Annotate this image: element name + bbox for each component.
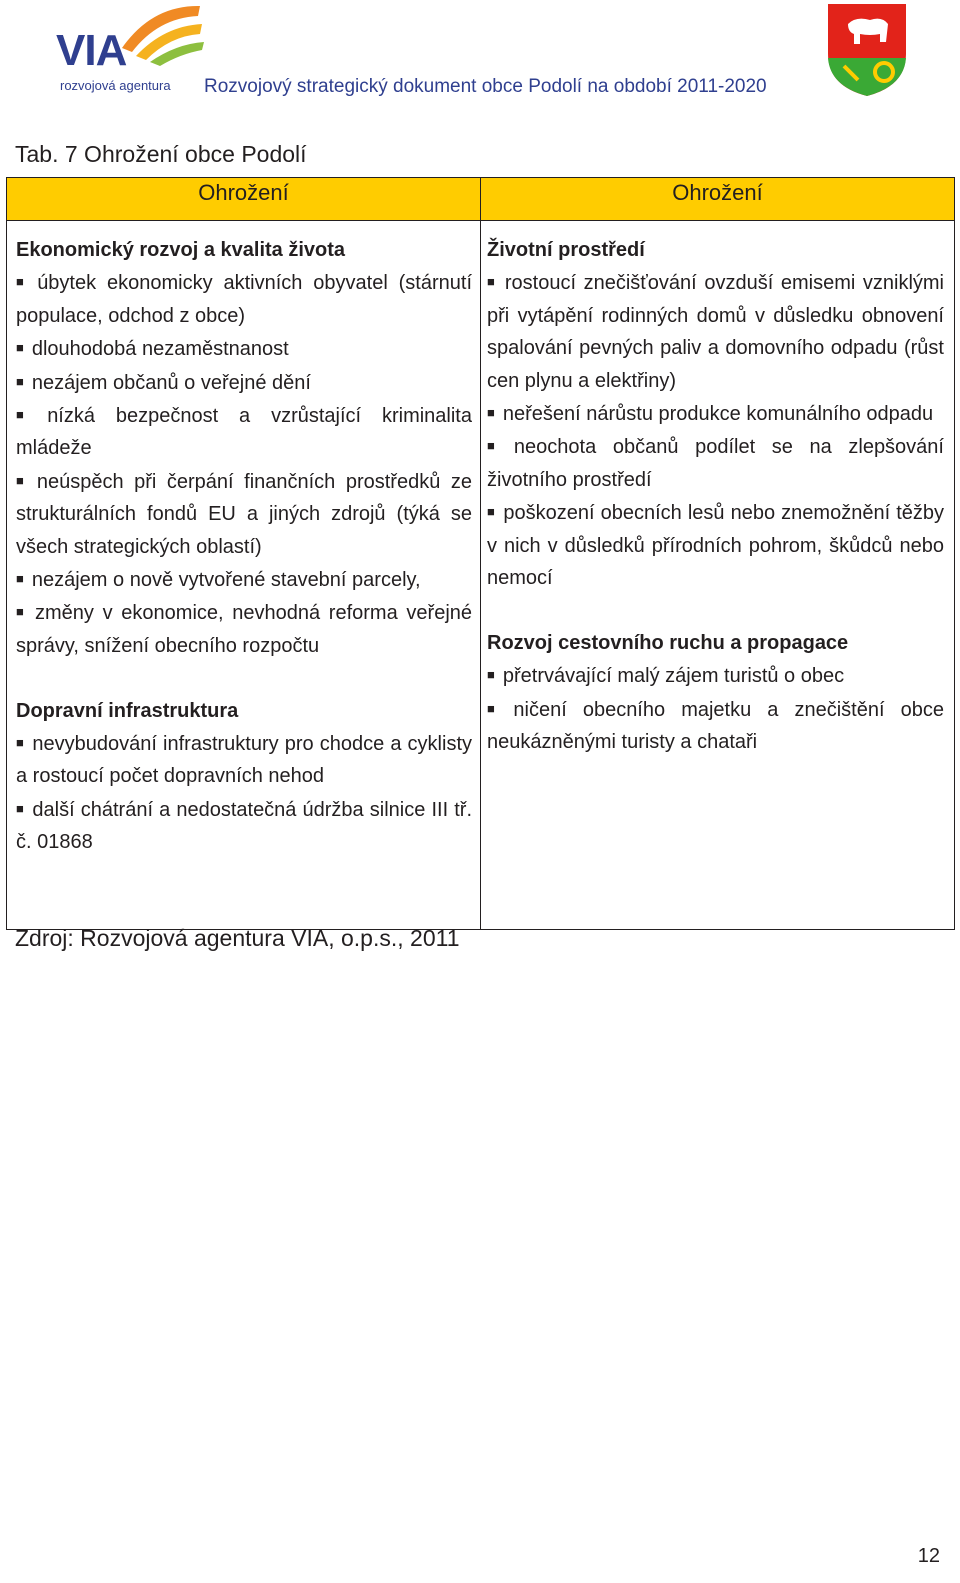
list-item-text: neřešení nárůstu produkce komunálního odpadu [502, 403, 934, 426]
list-item [16, 727, 472, 793]
table-cell-right [487, 234, 944, 758]
bullet-icon: ■ [16, 604, 27, 620]
list-item [487, 266, 944, 397]
list-item [487, 397, 944, 430]
list-item [16, 399, 472, 465]
bullet-icon: ■ [16, 571, 24, 587]
bullet-icon: ■ [16, 800, 25, 816]
list-item [16, 332, 472, 365]
section-title: Ekonomický rozvoj a kvalita života [16, 239, 346, 261]
list-item-text: nízká bezpečnost a vzrůstající kriminalita mládeže [16, 405, 472, 460]
section-gap [16, 662, 472, 694]
table-caption [15, 141, 307, 168]
coat-of-arms-icon [826, 2, 908, 98]
list-item-text: nevybudování infrastruktury pro chodce a cyklisty a rostoucí počet dopravních nehod [16, 733, 473, 788]
threats-table [6, 177, 955, 930]
list-item [16, 366, 472, 399]
list-item [16, 465, 472, 563]
page-header [0, 0, 960, 110]
caption-prefix: Tab. [15, 141, 59, 167]
via-logo-subtitle: rozvojová agentura [60, 78, 171, 93]
list-item-text: poškození obecních lesů nebo znemožnění těžby v nich v důsledků přírodních pohrom, škůdců nebo nemocí [487, 502, 944, 590]
list-item [16, 793, 472, 859]
via-logo [52, 0, 207, 96]
list-item-text: neúspěch při čerpání finančních prostředků ze strukturálních fondů EU a jiných zdrojů (týká se všech strategických oblastí) [16, 470, 472, 558]
bullet-icon: ■ [16, 735, 25, 751]
column-divider [480, 178, 481, 929]
list-item-text: neochota občanů podílet se na zlepšování životního prostředí [487, 436, 944, 491]
list-item-text: dlouhodobá nezaměstnanost [31, 338, 289, 361]
bullet-icon: ■ [16, 274, 30, 290]
caption-text: 7 Ohrožení obce Podolí [58, 141, 307, 167]
bullet-icon: ■ [487, 700, 506, 716]
document-title: Rozvojový strategický dokument obce Podolí na období 2011-2020 [204, 76, 767, 97]
list-item-text: nezájem o nově vytvořené stavební parcely, [31, 569, 421, 592]
bullet-icon: ■ [487, 504, 496, 520]
table-source: Zdroj: Rozvojová agentura VIA, o.p.s., 2011 [15, 925, 460, 951]
list-item-text: změny v ekonomice, nevhodná reforma veřejné správy, snížení obecního rozpočtu [16, 602, 473, 657]
bullet-icon: ■ [487, 438, 506, 454]
list-item [16, 596, 472, 662]
list-item [487, 496, 944, 594]
list-item [487, 430, 944, 496]
via-logo-text: VIA [56, 26, 127, 75]
table-cell-left [16, 234, 472, 859]
list-item-text: rostoucí znečišťování ovzduší emisemi vzniklými při vytápění rodinných domů v důsledku obnovení spalování pevných paliv a domovního odpadu (růst cen plynu a elektřiny) [487, 272, 944, 392]
list-item-text: úbytek ekonomicky aktivních obyvatel (stárnutí populace, odchod z obce) [16, 272, 473, 327]
section-title: Dopravní infrastruktura [16, 699, 239, 722]
table-header-right: Ohrožení [481, 178, 954, 220]
bullet-icon: ■ [487, 274, 497, 290]
section-gap [487, 594, 944, 626]
page-number: 12 [917, 1545, 940, 1567]
list-item [16, 266, 472, 332]
list-item [487, 693, 944, 759]
bullet-icon: ■ [16, 407, 40, 423]
table-header-left: Ohrožení [7, 178, 480, 220]
bullet-icon: ■ [487, 667, 495, 683]
section-title: Životní prostředí [487, 239, 645, 261]
list-item-text: přetrvávající malý zájem turistů o obec [502, 665, 845, 688]
list-item-text: ničení obecního majetku a znečištění obce neukázněnými turisty a chataři [487, 698, 944, 754]
section-title: Rozvoj cestovního ruchu a propagace [487, 631, 849, 654]
bullet-icon: ■ [16, 472, 29, 488]
list-item-text: další chátrání a nedostatečná údržba silnice III tř. č. 01868 [16, 798, 472, 854]
bullet-icon: ■ [16, 340, 24, 356]
list-item-text: nezájem občanů o veřejné dění [31, 371, 311, 394]
list-item [16, 563, 472, 596]
bullet-icon: ■ [487, 405, 495, 421]
list-item [487, 659, 944, 692]
bullet-icon: ■ [16, 373, 24, 389]
